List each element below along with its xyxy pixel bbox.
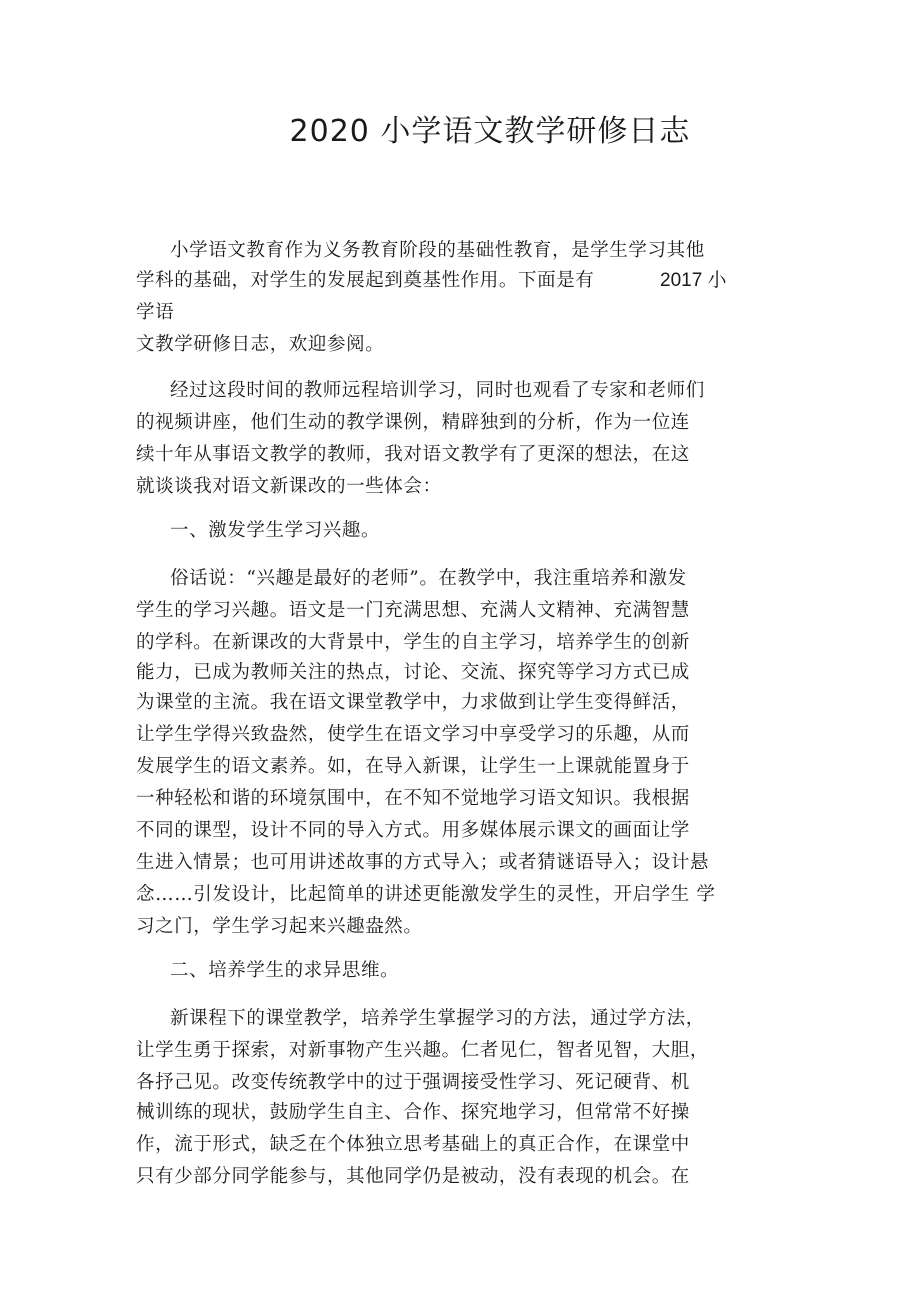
- text-line: 械训练的现状，鼓励学生自主、合作、探究地学习，但常常不好操: [136, 1102, 690, 1123]
- text-line: 学语: [136, 302, 175, 323]
- text-line: 各抒己见。改变传统教学中的过于强调接受性学习、死记硬背、机: [136, 1072, 690, 1093]
- text-line: 习之门，学生学习起来兴趣盎然。: [136, 916, 423, 937]
- text-line: 小学语文教育作为义务教育阶段的基础性教育，是学生学习其他: [170, 240, 705, 261]
- section-heading: 一、激发学生学习兴趣。: [170, 520, 381, 541]
- text-line: 学科的基础，对学生的发展起到奠基性作用。下面是有: [136, 270, 595, 291]
- text-line: 作，流于形式，缺乏在个体独立思考基础上的真正合作，在课堂中: [136, 1134, 690, 1155]
- text-line: 的学科。在新课改的大背景中，学生的自主学习，培养学生的创新: [136, 632, 690, 653]
- text-line: 俗话说：“兴趣是最好的老师”。在教学中，我注重培养和激发: [170, 568, 687, 589]
- text-line: 学生的学习兴趣。语文是一门充满思想、充满人文精神、充满智慧: [136, 600, 690, 621]
- text-line: 就谈谈我对语文新课改的一些体会：: [136, 476, 442, 497]
- text-line: 能力，已成为教师关注的热点，讨论、交流、探究等学习方式已成: [136, 662, 690, 683]
- text-line: 续十年从事语文教学的教师，我对语文教学有了更深的想法，在这: [136, 444, 690, 465]
- section-heading: 二、培养学生的求异思维。: [170, 960, 400, 981]
- text-line: 让学生勇于探索，对新事物产生兴趣。仁者见仁，智者见智，大胆，: [136, 1040, 710, 1061]
- document-title: 2020 小学语文教学研修日志: [289, 114, 691, 149]
- text-fragment: 2017 小: [660, 270, 727, 291]
- text-line: 经过这段时间的教师远程培训学习，同时也观看了专家和老师们: [170, 380, 705, 401]
- text-line: 为课堂的主流。我在语文课堂教学中，力求做到让学生变得鲜活，: [136, 692, 690, 713]
- text-line: 新课程下的课堂教学，培养学生掌握学习的方法，通过学方法，: [170, 1008, 705, 1029]
- text-line: 只有少部分同学能参与，其他同学仍是被动，没有表现的机会。在: [136, 1166, 690, 1187]
- text-line: 的视频讲座，他们生动的教学课例，精辟独到的分析，作为一位连: [136, 412, 690, 433]
- text-line: 一种轻松和谐的环境氛围中，在不知不觉地学习语文知识。我根据: [136, 788, 690, 809]
- text-line: 让学生学得兴致盎然，使学生在语文学习中享受学习的乐趣，从而: [136, 724, 690, 745]
- text-line: 发展学生的语文素养。如，在导入新课，让学生一上课就能置身于: [136, 756, 690, 777]
- text-line: 不同的课型，设计不同的导入方式。用多媒体展示课文的画面让学: [136, 820, 690, 841]
- text-line: 念……引发设计，比起简单的讲述更能激发学生的灵性，开启学生 学: [136, 884, 716, 905]
- text-line: 文教学研修日志，欢迎参阅。: [136, 334, 385, 355]
- text-line: 生进入情景；也可用讲述故事的方式导入；或者猜谜语导入；设计悬: [136, 852, 710, 873]
